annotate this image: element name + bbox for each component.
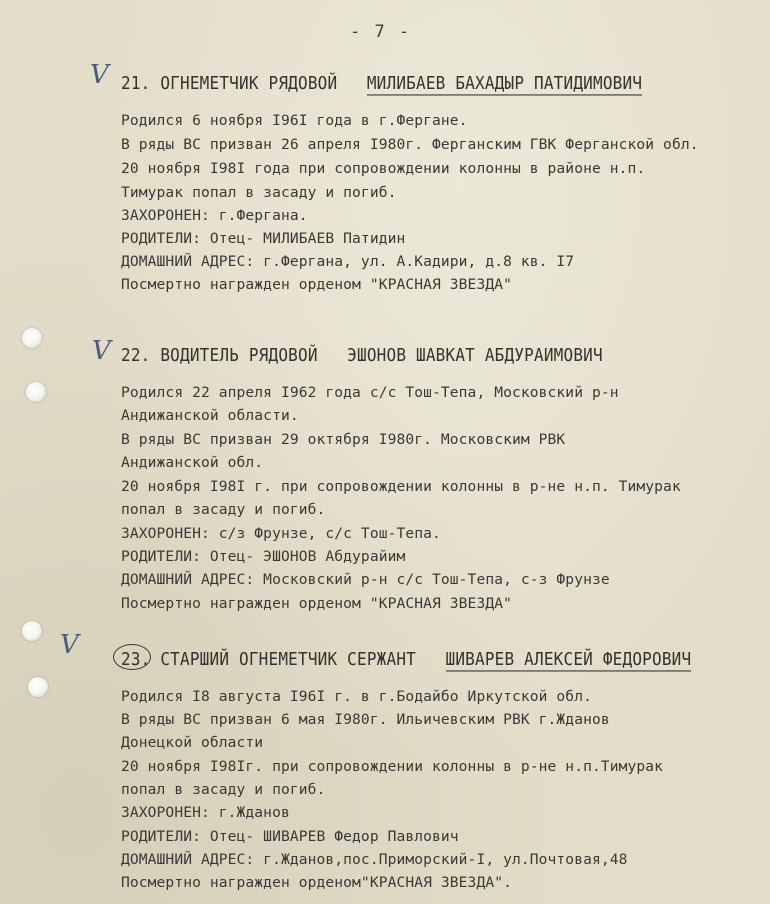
check-mark-icon: V (90, 60, 109, 90)
entry-line: ДОМАШНИЙ АДРЕС: г.Жданов,пос.Приморский-I, ул.Почтовая,48 (121, 851, 628, 868)
check-mark-icon: V (60, 630, 79, 660)
entry-line: попал в засаду и погиб. (121, 781, 326, 798)
entry-number: 21. (121, 72, 151, 94)
entry-line: В ряды ВС призван 6 мая I980г. Ильичевским РВК г.Жданов (121, 711, 610, 728)
check-mark-icon: V (92, 336, 111, 366)
entry-line: Посмертно награжден орденом "КРАСНАЯ ЗВЕЗДА" (121, 276, 512, 293)
entry-line: Родился I8 августа I96I г. в г.Бодайбо Иркутской обл. (121, 688, 592, 705)
entry-line: ЗАХОРОНЕН: г.Фергана. (121, 207, 308, 224)
entry-line: ЗАХОРОНЕН: г.Жданов (121, 804, 290, 821)
entry-line: Донецкой области (121, 734, 264, 751)
entry-line: попал в засаду и погиб. (121, 501, 326, 518)
entry-name: ШИВАРЕВ АЛЕКСЕЙ ФЕДОРОВИЧ (446, 648, 692, 672)
entry-line: Родился 6 ноября I96I года в г.Фергане. (121, 112, 468, 129)
entry-line: Родился 22 апреля I962 года с/с Тош-Тепа, Московский р-н (121, 384, 619, 401)
entry-line: 20 ноября I98I года при сопровождении колонны в районе н.п. (121, 160, 646, 177)
entry-heading (121, 344, 603, 365)
entry-line: Андижанской обл. (121, 454, 264, 471)
entry-name: ЭШОНОВ ШАВКАТ АБДУРАИМОВИЧ (347, 344, 603, 366)
entry-line: РОДИТЕЛИ: Отец- ШИВАРЕВ Федор Павлович (121, 828, 459, 845)
entry-heading (121, 72, 642, 93)
entry-line: Тимурак попал в засаду и погиб. (121, 184, 397, 201)
punch-hole-icon (26, 382, 46, 402)
entry-line: РОДИТЕЛИ: Отец- ЭШОНОВ Абдурайим (121, 548, 406, 565)
entry-line: 20 ноября I98Iг. при сопровождении колонны в р-не н.п.Тимурак (121, 758, 664, 775)
entry-line: ДОМАШНИЙ АДРЕС: г.Фергана, ул. А.Кадири, д.8 кв. I7 (121, 253, 575, 270)
punch-hole-icon (28, 677, 48, 697)
entry-line: РОДИТЕЛИ: Отец- МИЛИБАЕВ Патидин (121, 230, 406, 247)
entry-role: СТАРШИЙ ОГНЕМЕТЧИК СЕРЖАНТ (160, 648, 416, 670)
entry-line: ДОМАШНИЙ АДРЕС: Московский р-н с/с Тош-Тепа, с-з Фрунзе (121, 571, 610, 588)
entry-line: Посмертно награжден орденом"КРАСНАЯ ЗВЕЗДА". (121, 874, 512, 891)
entry-name: МИЛИБАЕВ БАХАДЫР ПАТИДИМОВИЧ (367, 72, 642, 96)
entry-number: 23. (121, 648, 151, 670)
entry-line: В ряды ВС призван 26 апреля I980г. Ферганским ГВК Ферганской обл. (121, 136, 699, 153)
punch-hole-icon (22, 328, 42, 348)
entry-role: ОГНЕМЕТЧИК РЯДОВОЙ (160, 72, 338, 94)
entry-line: В ряды ВС призван 29 октября I980г. Московским РВК (121, 431, 566, 448)
entry-number: 22. (121, 344, 151, 366)
entry-line: Андижанской области. (121, 407, 299, 424)
punch-hole-icon (22, 621, 42, 641)
page-number: - 7 - (350, 22, 412, 42)
entry-heading (121, 648, 691, 669)
entry-line: ЗАХОРОНЕН: с/з Фрунзе, с/с Тош-Тепа. (121, 525, 441, 542)
entry-line: Посмертно награжден орденом "КРАСНАЯ ЗВЕЗДА" (121, 595, 512, 612)
entry-role: ВОДИТЕЛЬ РЯДОВОЙ (160, 344, 318, 366)
entry-line: 20 ноября I98I г. при сопровождении колонны в р-не н.п. Тимурак (121, 478, 681, 495)
